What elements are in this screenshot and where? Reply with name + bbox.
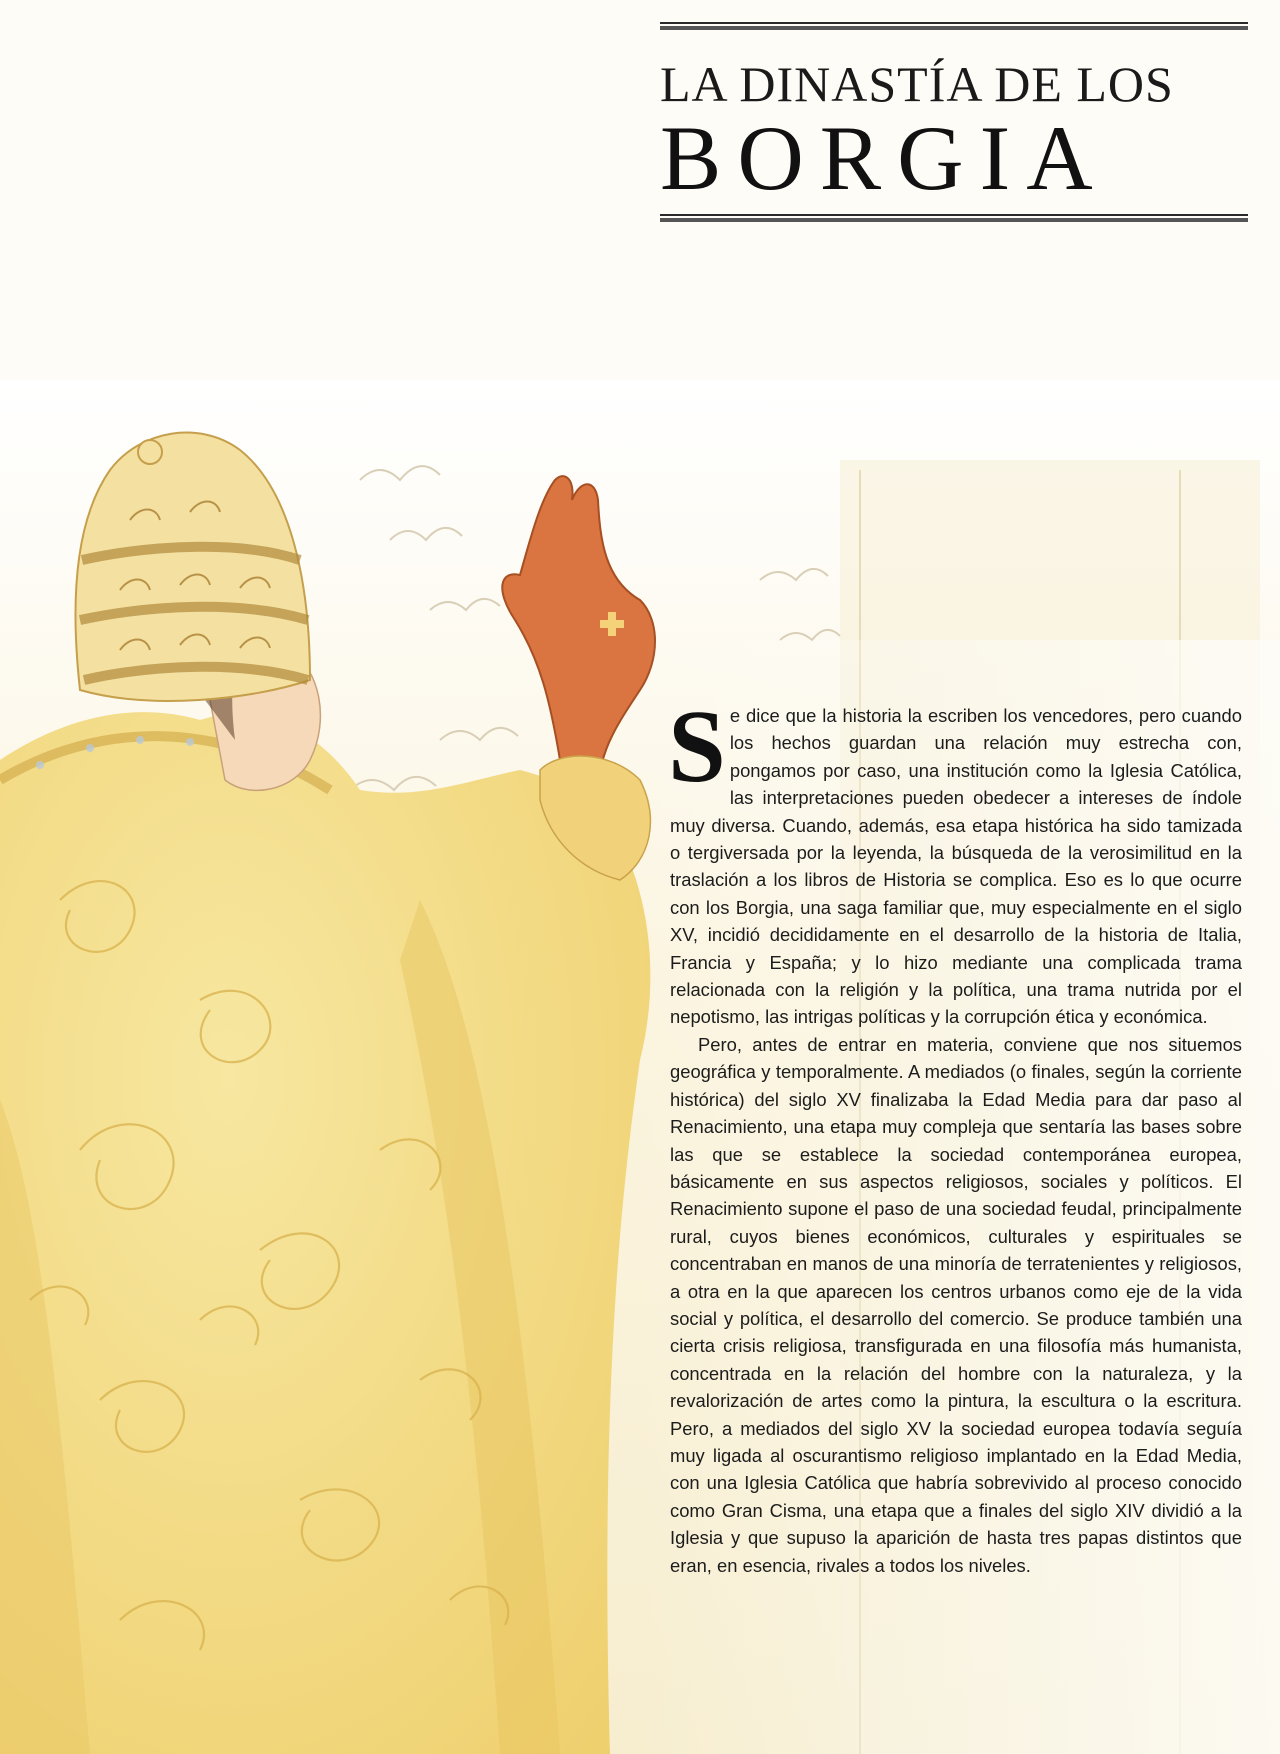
top-rule bbox=[660, 20, 1248, 32]
bottom-rule bbox=[660, 212, 1248, 224]
title-line-1: LA DINASTÍA DE LOS bbox=[660, 56, 1174, 112]
paragraph-1 bbox=[668, 689, 1242, 1031]
paragraph-2: Pero, antes de entrar en materia, conviene que nos situemos geográfica y temporalmente. A mediados (o finales, según la corriente histórica) del siglo XV finalizaba la Edad Media para dar paso al Renacimiento, una etapa muy compleja que sentaría las bases sobre las que se establece la sociedad contemporánea europea, básicamente en sus aspectos religiosos, sociales y políticos. El Renacimiento supone el paso de una sociedad feudal, principalmente rural, cuyos bienes económicos, culturales y espirituales se concentraban en manos de una minoría de terratenientes y religiosos, a otra en la que aparecen los centros urbanos como eje de la vida social y política, el desarrollo del comercio. Se produce también una cierta crisis religiosa, transfigurada en una filosofía más humanista, concentrada en la relación del hombre con la naturaleza, y la revalorización de artes como la pintura, la escultura o la escritura. Pero, a mediados del siglo XV la sociedad europea todavía seguía muy ligada al oscurantismo religioso implantado en la Edad Media, con una Iglesia Católica que habría sobrevivido al proceso conocido como Gran Cisma, una etapa que a finales del siglo XIV dividió a la Iglesia y que supuso la aparición de hasta tres papas distintos que eran, en esencia, rivales a todos los niveles. bbox=[670, 1033, 1242, 1576]
drop-cap: S bbox=[668, 689, 726, 804]
title-block bbox=[660, 20, 1248, 224]
title-line-2: BORGIA bbox=[660, 107, 1109, 209]
paragraph-1-text: e dice que la historia la escriben los vencedores, pero cuando los hechos guardan una relación muy estrecha con, pongamos por caso, una institución como la Iglesia Católica, las interpretaciones pueden obedecer a intereses de índole muy diversa. Cuando, además, esa etapa histórica ha sido tamizada o tergiversada por la leyenda, la búsqueda de la verosimilitud en la traslación a los libros de Historia se complica. Eso es lo que ocurre con los Borgia, una saga familiar que, muy especialmente en el siglo XV, incidió decididamente en el desarrollo de la historia de Italia, Francia y España; y lo hizo mediante una complicada trama relacionada con la religión y la política, una trama nutrida por el nepotismo, las intrigas políticas y la corrupción ética y económica. bbox=[670, 705, 1242, 1028]
article-body bbox=[668, 689, 1242, 1579]
